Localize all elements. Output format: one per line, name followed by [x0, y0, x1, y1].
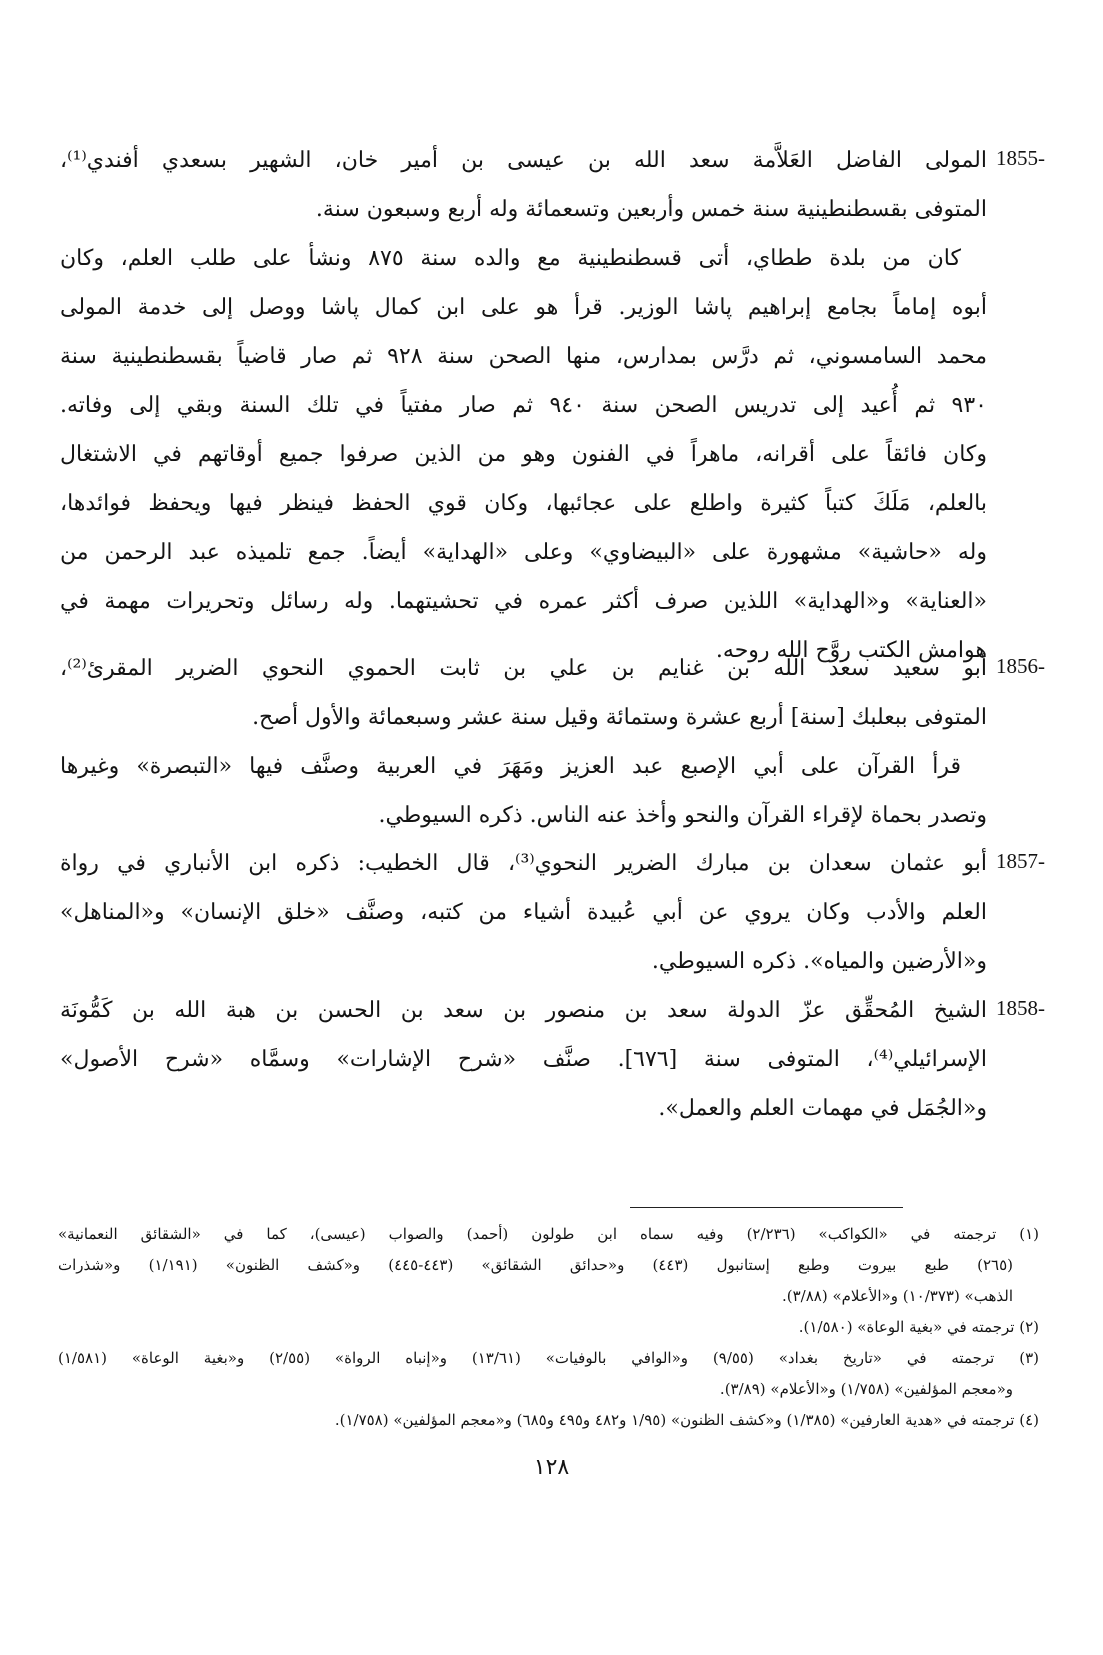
entry-text-line: الشيخ المُحقِّق عزّ الدولة سعد بن منصور بن سعد بن الحسن بن هبة الله بن كَمُّونَة	[60, 998, 987, 1023]
entry-text-line: أبوه إماماً بجامع إبراهيم پاشا الوزير. قرأ هو على ابن كمال پاشا ووصل إلى خدمة المولى	[60, 295, 987, 320]
footnote-line: (٢٦٥) طبع بيروت وطبع إستانبول (٤٤٣) و«حدائق الشقائق» (٤٤٣-٤٤٥) و«كشف الظنون» (١/١٩١) و«شذرات	[58, 1256, 1013, 1274]
entry-text-line: المولى الفاضل العَلاَّمة سعد الله بن عيسى بن أمير خان، الشهير بسعدي أفندي⁽¹⁾،	[60, 148, 987, 173]
biography-entry-1857	[60, 839, 1045, 986]
entry-text-line: الإسرائيلي⁽⁴⁾، المتوفى سنة [٦٧٦]. صنَّف «شرح الإشارات» وسمَّاه «شرح الأصول»	[60, 1047, 988, 1072]
entry-text-line: بالعلم، مَلَكَ كتباً كثيرة واطلع على عجائبها، وكان قوي الحفظ فينظر فيها ويحفظ فوائدها،	[60, 491, 987, 516]
entry-text-line: قرأ القرآن على أبي الإصبع عبد العزيز ومَهَرَ في العربية وصنَّف فيها «التبصرة» وغيرها	[60, 754, 961, 779]
entry-number: 1856-	[996, 654, 1045, 678]
entry-number: 1857-	[996, 849, 1045, 873]
footnote-line: و«معجم المؤلفين» (١/٧٥٨) و«الأعلام» (٣/٨٩).	[719, 1380, 1013, 1398]
entry-text-line: أبو عثمان سعدان بن مبارك الضرير النحوي⁽³⁾، قال الخطيب: ذكره ابن الأنباري في رواة	[60, 851, 987, 876]
entry-text-line: كان من بلدة ططاي، أتى قسطنطينية مع والده سنة ٨٧٥ ونشأ على طلب العلم، وكان	[60, 246, 961, 271]
biography-entry-1856	[60, 644, 1045, 840]
entry-text-line: وكان فائقاً على أقرانه، ماهراً في الفنون وهو من الذين صرفوا جميع أوقاتهم في الاشتغال	[60, 442, 987, 467]
footnote-line: (٢) ترجمته في «بغية الوعاة» (١/٥٨٠).	[798, 1318, 1039, 1336]
entry-text-line: هوامش الكتب روَّح الله روحه.	[715, 638, 987, 663]
page-number: ١٢٨	[533, 1455, 570, 1480]
biography-entry-1855	[60, 136, 1045, 675]
entry-text-line: و«الأرضين والمياه». ذكره السيوطي.	[651, 949, 987, 974]
entry-text-line: المتوفى بقسطنطينية سنة خمس وأربعين وتسعمائة وله أربع وسبعون سنة.	[315, 197, 987, 222]
footnote-line: (٤) ترجمته في «هدية العارفين» (١/٣٨٥) و«كشف الظنون» (١/٩٥ و٤٨٢ و٤٩٥ و٦٨٥) و«معجم المؤلفين» (١/٧٥٨).	[334, 1411, 1039, 1429]
biography-entry-1858	[60, 986, 1045, 1133]
entry-text-line: وله «حاشية» مشهورة على «البيضاوي» وعلى «الهداية» أيضاً. جمع تلميذه عبد الرحمن من	[60, 540, 987, 565]
entry-text-line: العلم والأدب وكان يروي عن أبي عُبيدة أشياء من كتبه، وصنَّف «خلق الإنسان» و«المناهل»	[60, 900, 987, 925]
footnotes	[58, 1219, 1039, 1436]
footnote-line: الذهب» (١٠/٣٧٣) و«الأعلام» (٣/٨٨).	[781, 1287, 1013, 1305]
footnote-separator	[630, 1207, 903, 1208]
entry-text-line: المتوفى ببعلبك [سنة] أربع عشرة وستمائة وقيل سنة عشر وسبعمائة والأول أصح.	[252, 705, 987, 730]
entry-text-line: وتصدر بحماة لإقراء القرآن والنحو وأخذ عنه الناس. ذكره السيوطي.	[378, 803, 987, 828]
entry-text-line: و«الجُمَل في مهمات العلم والعمل».	[658, 1096, 987, 1121]
footnote-line: (٣) ترجمته في «تاريخ بغداد» (٩/٥٥) و«الوافي بالوفيات» (١٣/٦١) و«إنباه الرواة» (٢/٥٥) و«بغية الوعاة» (١/٥٨١)	[58, 1349, 1039, 1367]
entry-text-line: ٩٣٠ ثم أُعيد إلى تدريس الصحن سنة ٩٤٠ ثم صار مفتياً في تلك السنة وبقي إلى وفاته.	[60, 393, 987, 418]
entry-number: 1858-	[996, 996, 1045, 1020]
entry-number: 1855-	[996, 146, 1045, 170]
entry-text-line: «العناية» و«الهداية» اللذين صرف أكثر عمره في تحشيتهما. وله رسائل وتحريرات مهمة في	[60, 589, 987, 614]
footnote-line: (١) ترجمته في «الكواكب» (٢/٢٣٦) وفيه سماه ابن طولون (أحمد) والصواب (عيسى)، كما في «الشقائق النعمانية»	[58, 1225, 1039, 1243]
entry-text-line: أبو سعيد سعد الله بن غنايم بن علي بن ثابت الحموي النحوي الضرير المقرئ⁽²⁾،	[60, 656, 987, 681]
entry-text-line: محمد السامسوني، ثم درَّس بمدارس، منها الصحن سنة ٩٢٨ ثم صار قاضياً بقسطنطينية سنة	[60, 344, 987, 369]
